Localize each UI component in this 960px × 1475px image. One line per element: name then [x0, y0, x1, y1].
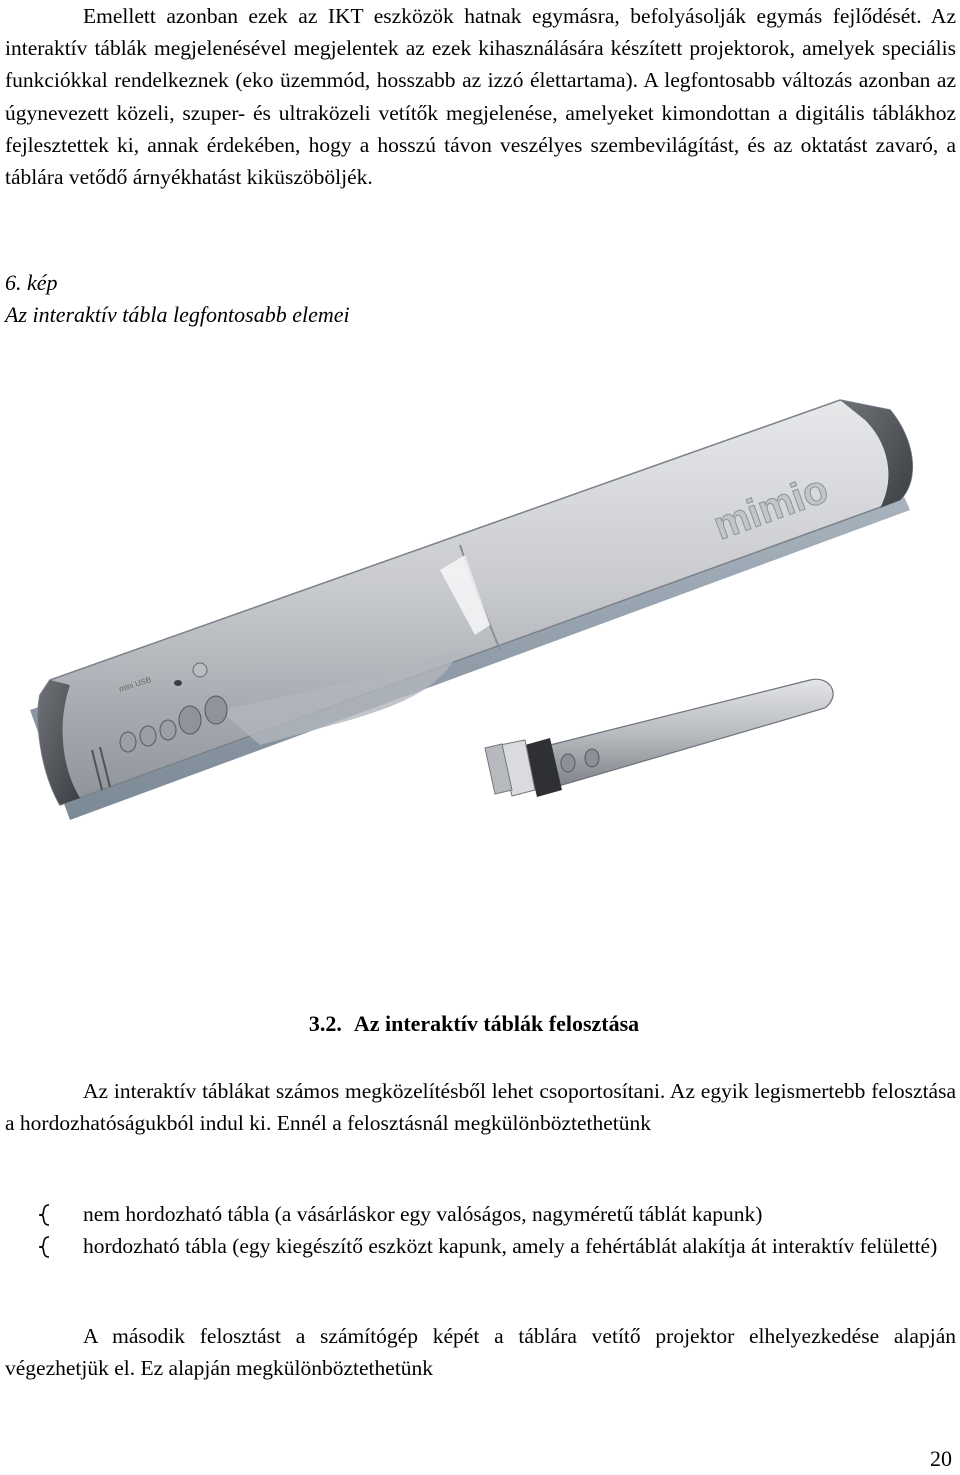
paragraph-projector: A második felosztást a számítógép képét a táblára vetítő projektor elhelyezkedése alapján végezhetjük el. Ez alapján megkülönböztethetünk — [5, 1324, 956, 1381]
section-heading — [0, 1008, 960, 1040]
bar-button-5 — [205, 696, 227, 724]
paragraph-classification: Az interaktív táblákat számos megközelítésből lehet csoportosítani. Az egyik legismertebb felosztása a hordozhatóságukból indul ki. Ennél a felosztásnál megkülönböztethetünk — [5, 1079, 956, 1136]
bullet-text: nem hordozható tábla (a vásárláskor egy valóságos, nagyméretű táblát kapunk) — [83, 1202, 763, 1226]
bar-button-1 — [120, 732, 136, 752]
mimio-device-photo — [20, 350, 940, 910]
page-number: 20 — [930, 1446, 952, 1471]
paragraph-intro: Emellett azonban ezek az IKT eszközök hatnak egymásra, befolyásolják egymás fejlődését. Az interaktív táblák megjelenésével megjelentek az ezek kihasználására készített projektorok, amelyek speciális funkciókkal rendelkeznek (eko üzemmód, hosszabb az izzó élettartama). A legfontosabb változás azonban az úgynevezett közeli, szuper- és ultraközeli vetítők megjelenése, amelyeket kimondottan a digitális táblákhoz fejlesztettek ki, annak érdekében, hogy a hosszú távon veszélyes szembevilágítást, és az oktatást zavaró, a táblára vetődő árnyékhatást kiküszöböljék. — [5, 4, 956, 190]
port-label: mini USB — [117, 675, 153, 694]
bullet-text: hordozható tábla (egy kiegészítő eszközt kapunk, amely a fehértáblát alakítja át interaktív felületté) — [83, 1234, 938, 1258]
bullet-bracket-icon — [35, 1203, 53, 1227]
stylus-pen — [485, 679, 833, 797]
figure-mimio-device — [20, 350, 940, 910]
bullet-bracket-icon — [35, 1235, 53, 1259]
bar-button-2 — [140, 726, 156, 746]
bar-indicator — [174, 680, 182, 686]
bar-led — [193, 663, 207, 677]
section-number: 3.2. — [308, 1011, 342, 1036]
figure-caption: Az interaktív tábla legfontosabb elemei — [5, 302, 350, 327]
bar-button-4 — [179, 706, 201, 734]
bar-button-3 — [160, 720, 176, 740]
section-title: Az interaktív táblák felosztása — [353, 1011, 640, 1036]
figure-number: 6. kép — [5, 270, 58, 295]
mimio-logo: mimio — [708, 466, 834, 549]
